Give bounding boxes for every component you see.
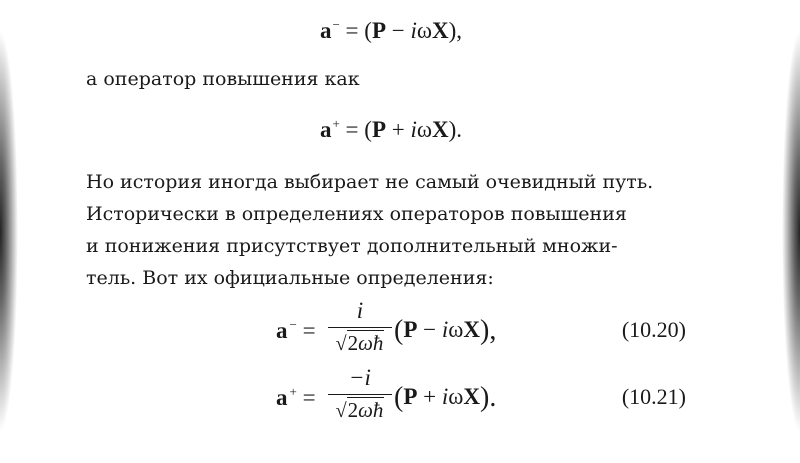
operator-a: a [319,117,332,142]
close-paren: ), [480,315,497,346]
close-paren: ). [448,117,463,142]
open-paren: ( [394,382,404,413]
den-two: 2 [347,398,359,422]
equals-sign: = [302,385,316,410]
omega: ω [416,18,433,43]
fraction-numerator: −i [349,365,371,390]
momentum-p: P [403,317,418,342]
den-two: 2 [347,331,359,355]
superscript: − [332,17,340,32]
operator-sign: + [423,384,437,409]
sqrt-sign: √ [335,400,347,422]
text-line: и понижения присутствует дополнительный множи- [86,235,618,257]
close-paren: ). [480,382,497,413]
momentum-p: P [403,384,418,409]
equation-number: (10.20) [621,317,686,342]
equation-rhs [394,315,496,347]
text-line: Но история иногда выбирает не самый очевидный путь. [86,171,654,193]
open-paren: ( [394,315,404,346]
equation-rhs [394,382,496,414]
operator-sign: + [391,117,405,142]
position-x: X [463,317,481,342]
position-x: X [432,18,449,43]
equals-sign: = [302,318,316,343]
page-edge-shadow-right [782,0,800,463]
operator-a: a [276,385,288,410]
omega: ω [448,317,464,342]
imaginary-i: i [410,18,417,43]
den-omega: ω [358,398,373,422]
position-x: X [432,117,449,142]
text-line: тель. Вот их официальные определения: [86,267,494,289]
imaginary-i: i [410,117,417,142]
operator-sign: − [391,18,405,43]
equation-number: (10.21) [621,384,686,409]
paragraph-raising-intro: а оператор повышения как [86,68,360,90]
fraction [326,297,394,359]
equation-lowering-operator [86,17,696,44]
operator-sign: − [423,317,437,342]
den-hbar: ħ [372,331,384,355]
fraction-denominator [326,395,394,426]
equation-lhs [276,317,316,344]
den-omega: ω [358,331,373,355]
equals-sign: = [345,117,359,142]
open-paren: ( [364,117,372,142]
sqrt-body [347,397,385,422]
paragraph-history [86,166,653,294]
omega: ω [448,384,464,409]
omega: ω [416,117,433,142]
den-hbar: ħ [372,398,384,422]
operator-a: a [276,318,288,343]
imaginary-i: i [441,384,449,409]
close-paren: ), [448,18,463,43]
open-paren: ( [364,18,372,43]
operator-a: a [319,18,332,43]
equation-10-21 [86,364,696,428]
page-edge-shadow-left [0,0,18,463]
imaginary-i: i [441,317,449,342]
superscript: − [289,317,297,332]
sqrt-body [347,330,385,355]
position-x: X [463,384,481,409]
superscript: + [289,384,297,399]
momentum-p: P [371,117,386,142]
equation-raising-operator [86,116,696,143]
book-page [86,0,696,463]
equation-lhs [276,384,316,411]
fraction [326,364,394,426]
fraction-numerator: i [356,298,364,323]
equation-10-20 [86,297,696,361]
equals-sign: = [345,18,359,43]
text-line: Исторически в определениях операторов повышения [86,203,627,225]
fraction-denominator [326,328,394,359]
superscript: + [332,116,340,131]
momentum-p: P [371,18,386,43]
sqrt-sign: √ [335,333,347,355]
